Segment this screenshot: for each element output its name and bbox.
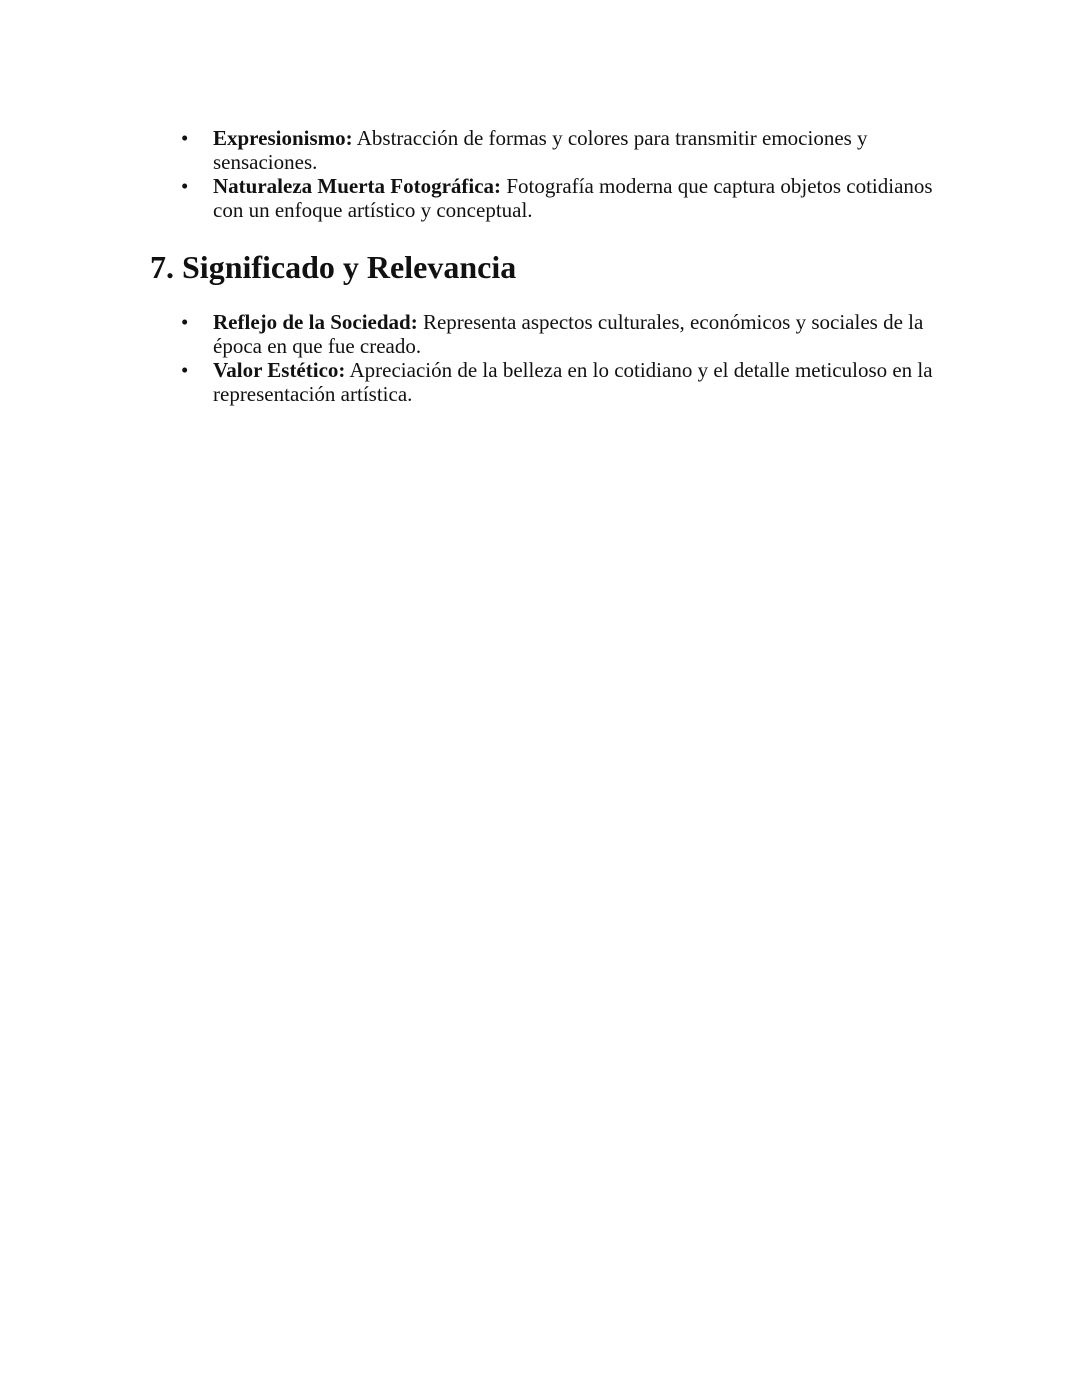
- bullet-icon: •: [181, 174, 189, 198]
- list-item-term: Naturaleza Muerta Fotográfica:: [213, 174, 502, 198]
- list-item-text: Abstracción de formas y colores para transmitir emociones y sensaciones.: [213, 126, 868, 174]
- list-item-term: Expresionismo:: [213, 126, 353, 150]
- list-item-term: Valor Estético:: [213, 358, 346, 382]
- bullet-list-styles: [181, 126, 953, 222]
- list-item-text: Representa aspectos culturales, económicos y sociales de la época en que fue creado.: [213, 310, 924, 358]
- bullet-list-significance: [181, 310, 953, 406]
- list-item: [181, 174, 953, 222]
- list-item: [181, 126, 953, 174]
- list-item-text: Fotografía moderna que captura objetos cotidianos con un enfoque artístico y conceptual.: [213, 174, 933, 222]
- bullet-icon: •: [181, 126, 189, 150]
- bullet-icon: •: [181, 310, 189, 334]
- list-item: [181, 310, 953, 358]
- list-item-text: Apreciación de la belleza en lo cotidiano y el detalle meticuloso en la representación artística.: [213, 358, 933, 406]
- list-item-term: Reflejo de la Sociedad:: [213, 310, 418, 334]
- bullet-icon: •: [181, 358, 189, 382]
- section-heading: 7. Significado y Relevancia: [150, 249, 517, 285]
- list-item: [181, 358, 953, 406]
